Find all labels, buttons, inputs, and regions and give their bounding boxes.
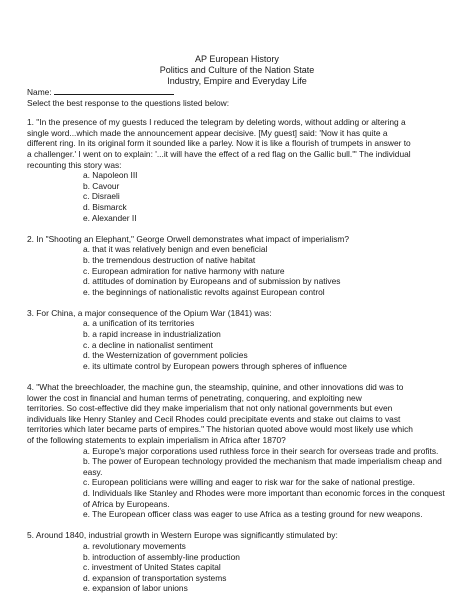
answer-option: c. investment of United States capital bbox=[83, 562, 221, 573]
instructions: Select the best response to the questions listed below: bbox=[27, 97, 230, 108]
question-1 bbox=[27, 117, 451, 223]
course-title: AP European History bbox=[195, 54, 279, 64]
question-stem-line: 1. "In the presence of my guests I reduced the telegram by deleting words, without adding or altering a bbox=[27, 117, 406, 128]
question-2 bbox=[27, 234, 451, 298]
answer-option: a. Napoleon III bbox=[83, 170, 138, 181]
answer-option: a. revolutionary movements bbox=[83, 540, 186, 551]
answer-option: e. its ultimate control by European powers through spheres of influence bbox=[83, 360, 347, 371]
answer-option: e. the beginnings of nationalistic revolts against European control bbox=[83, 286, 325, 297]
answer-option: a. Europe's major corporations used ruthless force in their search for overseas trade and profits. bbox=[83, 445, 439, 456]
name-label: Name: bbox=[27, 87, 52, 97]
answer-option: d. Individuals like Stanley and Rhodes were more important than economic forces in the conquest of Africa by Europeans. bbox=[83, 487, 445, 509]
answer-options bbox=[27, 318, 451, 371]
question-stem-line: a challenger.' I went on to explain: '...it will have the effect of a red flag on the Gallic bull.'" The individual bbox=[27, 148, 411, 159]
document-header bbox=[0, 54, 474, 87]
answer-option: b. introduction of assembly-line production bbox=[83, 551, 240, 562]
answer-option: c. European politicians were willing and eager to risk war for the sake of national prestige. bbox=[83, 477, 415, 488]
answer-option: d. the Westernization of government policies bbox=[83, 350, 248, 361]
answer-option: c. European admiration for native harmony with nature bbox=[83, 265, 285, 276]
answer-option: c. a decline in nationalist sentiment bbox=[83, 339, 213, 350]
answer-option: b. the tremendous destruction of native habitat bbox=[83, 254, 256, 265]
question-stem-line: 4. "What the breechloader, the machine gun, the steamship, quinine, and other innovations did was to bbox=[27, 382, 404, 393]
question-stem-line: individuals like Henry Stanley and Cecil Rhodes could precipitate events and stake out claims to vast bbox=[27, 413, 401, 424]
answer-options bbox=[27, 446, 451, 520]
answer-option: c. Disraeli bbox=[83, 191, 120, 202]
name-row bbox=[27, 87, 451, 98]
question-stem-line: territories. So cost-effective did they make imperialism that not only national governments but even bbox=[27, 403, 393, 414]
question-stem-line: recounting this story was: bbox=[27, 159, 122, 170]
answer-option: e. The European officer class was eager to use Africa as a testing ground for new weapons. bbox=[83, 509, 423, 520]
answer-option: b. a rapid increase in industrialization bbox=[83, 329, 221, 340]
question-stem-line: 5. Around 1840, industrial growth in Western Europe was significantly stimulated by: bbox=[27, 530, 338, 541]
answer-options bbox=[27, 170, 451, 223]
unit-title: Politics and Culture of the Nation State bbox=[159, 65, 315, 75]
answer-options bbox=[27, 541, 451, 594]
question-stem-line: lower the cost in financial and human terms of penetrating, conquering, and exploiting new bbox=[27, 392, 362, 403]
unit-subtitle: Industry, Empire and Everyday Life bbox=[167, 76, 307, 86]
answer-option: d. expansion of transportation systems bbox=[83, 572, 227, 583]
answer-option: b. The power of European technology provided the mechanism that made imperialism cheap and easy. bbox=[83, 456, 442, 477]
answer-option: b. Cavour bbox=[83, 180, 120, 191]
question-3 bbox=[27, 308, 451, 372]
answer-option: a. that it was relatively benign and even beneficial bbox=[83, 244, 268, 255]
answer-option: a. a unification of its territories bbox=[83, 318, 195, 329]
question-stem-line: different ring. In its original form it sounded like a parley. Now it is like a flourish of trumpets in answer to bbox=[27, 138, 411, 149]
answer-option: e. expansion of labor unions bbox=[83, 583, 188, 594]
question-5 bbox=[27, 530, 451, 594]
question-stem-line: 3. For China, a major consequence of the Opium War (1841) was: bbox=[27, 307, 272, 318]
answer-option: d. attitudes of domination by Europeans and of submission by natives bbox=[83, 276, 341, 287]
question-stem-line: territories which later became parts of empires." The historian quoted above would most likely use which bbox=[27, 424, 413, 435]
question-stem-line: of the following statements to explain imperialism in Africa after 1870? bbox=[27, 435, 286, 445]
answer-options bbox=[27, 244, 451, 297]
answer-option: e. Alexander II bbox=[83, 212, 137, 223]
question-stem-line: 2. In "Shooting an Elephant," George Orwell demonstrates what impact of imperialism? bbox=[27, 233, 350, 244]
name-blank[interactable] bbox=[54, 87, 174, 95]
answer-option: d. Bismarck bbox=[83, 201, 127, 212]
question-4 bbox=[27, 382, 451, 520]
document-body bbox=[27, 87, 451, 594]
question-stem-line: single word...which made the announcement appear decisive. [My guest] said: 'Now it has quite a bbox=[27, 127, 388, 138]
